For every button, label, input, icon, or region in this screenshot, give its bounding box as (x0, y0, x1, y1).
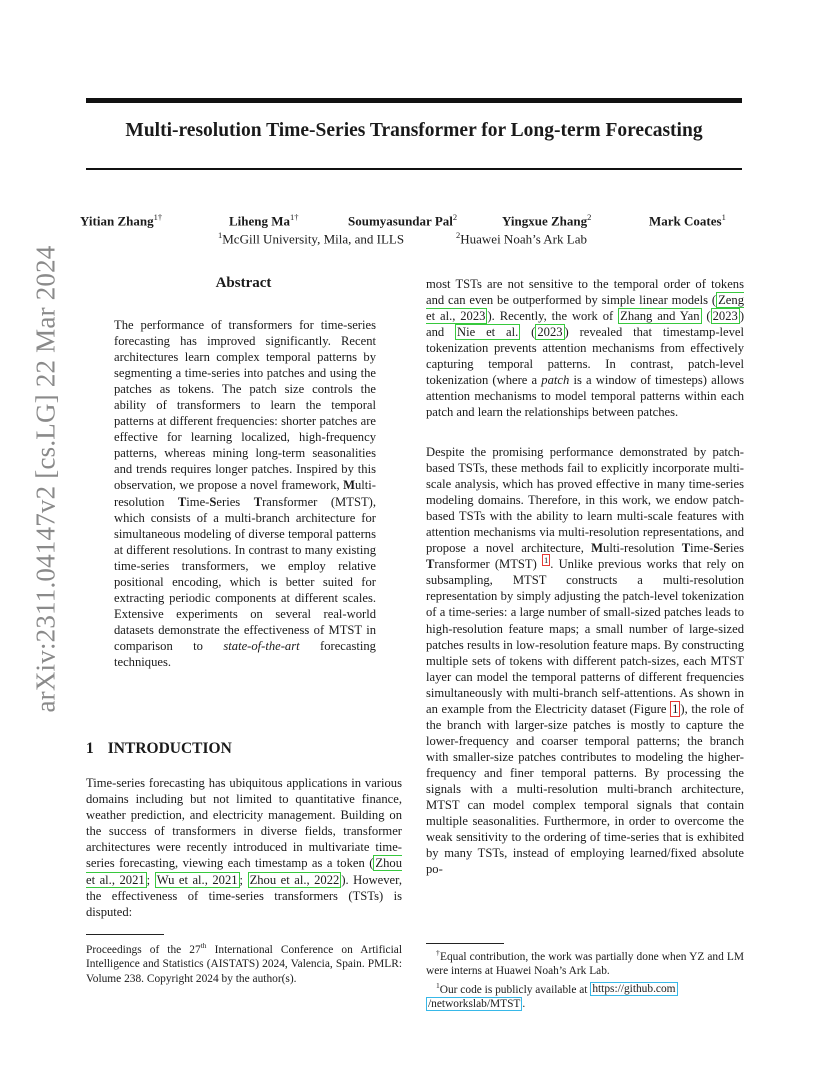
author-5: Mark Coates$^1$ (649, 212, 726, 229)
author-2: Liheng $Ma^{1\dagger}$ (229, 212, 299, 229)
citation-link[interactable]: Zhou et al., 2021 (86, 856, 402, 887)
author-1: Yitian Zhang$^{1\dagger}$ (80, 212, 163, 229)
author-3: Soumyasundar Pal$^2$ (348, 212, 458, 229)
arxiv-identifier: arXiv:2311.04147v2 [cs.LG] 22 Mar 2024 (30, 245, 61, 713)
citation-link[interactable]: 2023 (537, 325, 563, 340)
equal-contribution-footnote: †Equal contribution, the work was partially done when YZ and LM were interns at Huawei Noah’s Ark Lab. (426, 948, 744, 978)
introduction-paragraph: Time-series forecasting has ubiquitous applications in various domains including but not limited to quantitative finance, weather prediction, and electricity management. Building on the success of transformers in diverse fields, transformer architectures were recently introduced in multivariate time-series forecasting, viewing each timestamp as a token ( Zhou et al., 2021 ; Wu et al., 2021 ; Zhou et al., 2022 ). However, the effectiveness of time-series transformers (TSTs) is disputed: (86, 776, 402, 919)
affiliation-1: $^1$McGill University, Mila, and ILLS (218, 230, 405, 247)
footnote-rule-right (426, 943, 504, 944)
abstract-heading: Abstract (215, 275, 272, 291)
footnote-ref-link[interactable]: 1 (544, 555, 549, 566)
top-rule-thick (86, 98, 742, 103)
top-rule-thin (86, 168, 742, 170)
abstract-text: The performance of transformers for time-series forecasting has improved significantly. Recent architectures learn complex temporal patterns by segmenting a time-series into patches and using the patches as tokens. The patch size controls the ability of transformers to learn the temporal patterns at different frequencies: shorter patches are effective for learning localized, high-frequency patterns, whereas mining long-term seasonalities and trends requires longer patches. Inspired by this observation, we propose a novel framework, Multi-resolution Time-Series Transformer (MTST), which consists of a multi-branch architecture for simultaneous modeling of diverse temporal patterns at different resolutions. In contrast to many existing time-series transformers, we employ relative positional encoding, which is better suited for extracting periodic components at different scales. Extensive experiments on several real-world datasets demonstrate the effectiveness of MTST in comparison to state-of-the-art forecasting techniques. (114, 318, 376, 669)
code-footnote: $^1$Our code is publicly available at https://github.com /networkslab/MTST . (428, 980, 676, 1010)
github-link[interactable]: https://github.com (592, 983, 676, 996)
right-column-paragraph-1: most TSTs are not sensitive to the temporal order of tokens and can even be outperformed by simple linear models ( Zeng et al., 2023 ). Recently, the work of Zhang and Yan ( 2023 ) and Nie et al. ( 2023 ) revealed that timestamp-level tokenization prevents attention mechanisms from effectively capturing temporal patterns. In contrast, patch-level tokenization (where a patch is a window of timesteps) allows attention mechanisms to model temporal patterns within each patch and learn the relationships between patches. (426, 277, 745, 420)
section-heading: 1 INTRODUCTION (86, 740, 232, 757)
figure-ref-link[interactable]: 1 (672, 701, 679, 716)
affiliation-2: $^2$Huawei Noah’s Ark Lab (456, 230, 587, 247)
footnote-rule-left (86, 934, 164, 935)
proceedings-footnote: Proceedings of the 27th International Conference on Artificial Intelligence and Statistics (AISTATS) 2024, Valencia, Spain. PMLR: Volume 238. Copyright 2024 by the author(s). (86, 941, 403, 985)
citation-link[interactable]: Wu et al., 2021 (156, 872, 238, 887)
citation-link[interactable]: 2023 (712, 309, 738, 324)
arxiv-sidebar (30, 245, 61, 713)
author-4: Yingxue Zhang$^2$ (502, 212, 592, 229)
github-link-continued[interactable]: /networkslab/MTST (428, 997, 521, 1010)
citation-link[interactable]: Zhou et al., 2022 (249, 872, 340, 887)
citation-link[interactable]: Zhang and Yan (620, 309, 700, 324)
citation-link[interactable]: Zeng et al., 2023 (426, 293, 744, 324)
citation-link[interactable]: Nie et al. (457, 325, 519, 340)
right-column-paragraph-2: Despite the promising performance demonstrated by patch-based TSTs, these methods fail to explicitly incorporate multi-scale analysis, which has proved effective in many time-series modeling domains. Therefore, in this work, we endow patch-based TSTs with the ability to learn multi-scale features with attention mechanisms via multi-resolution representations, and propose a novel architecture, Multi-resolution Time-Series Transformer (MTST) $^1$ . Unlike previous works that rely on subsampling, MTST constructs a multi-resolution representation by simply adjusting the patch-level tokenization of a time-series: a large number of small-sized patches leads to high-resolution feature maps; a small number of large-sized patches results in low-resolution feature maps. By constructing multiple sets of tokens with different patch-sizes, each MTST layer can model the temporal patterns of different frequencies simultaneously with multi-branch self-attentions. As shown in an example from the Electricity dataset (Figure 1 ), the role of the branch with larger-size patches is mostly to capture the lower-frequency and coarser temporal patterns; the branch with smaller-size patches contributes to modeling the higher-frequency and finer temporal patterns. By processing the signals with a multi-resolution multi-branch architecture, MTST can model complex temporal signals that contain multiple seasonalities. Furthermore, in order to overcome the weak sensitivity to the ordering of time-series that is exhibited by many TSTs, instead of employing learned/fixed absolute po- (426, 445, 745, 877)
right-footnotes (426, 946, 744, 1011)
paper-title: Multi-resolution Time-Series Transformer for Long-term Forecasting (125, 120, 703, 141)
